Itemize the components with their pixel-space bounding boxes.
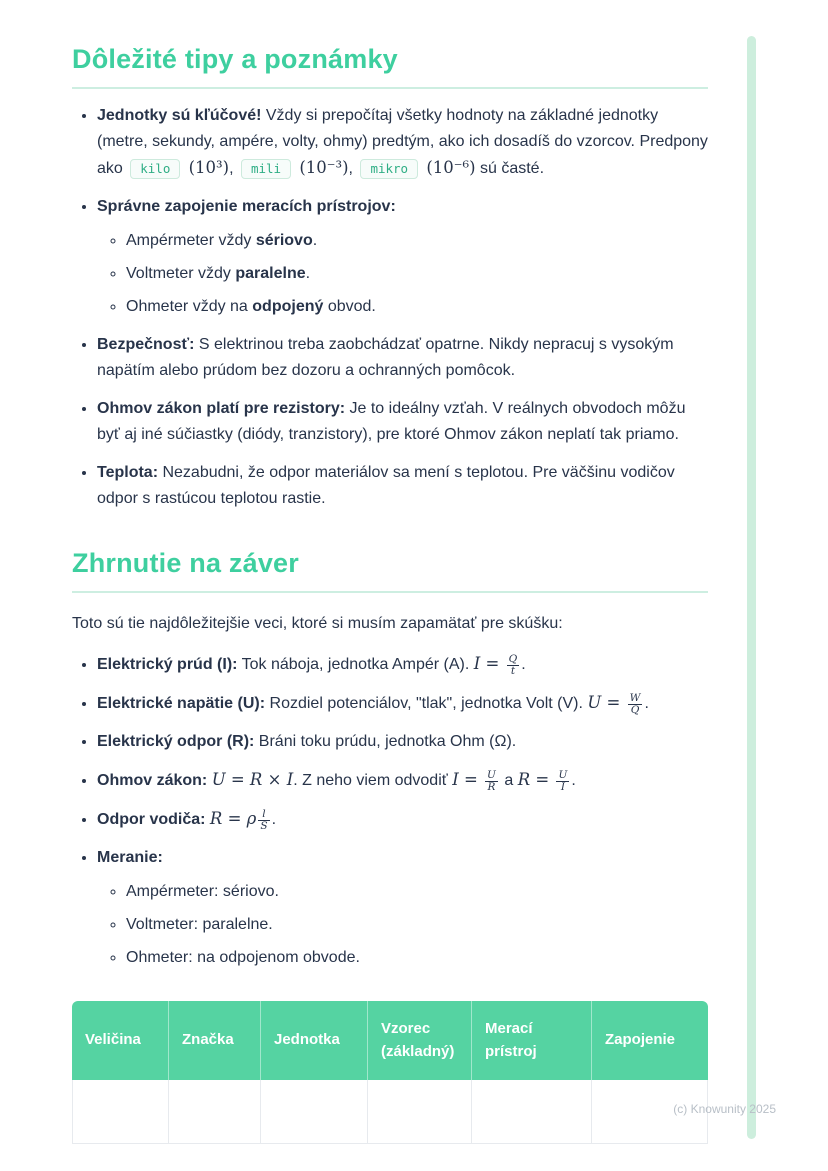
text-segment: , xyxy=(229,160,238,177)
inline-code: mikro xyxy=(360,159,418,179)
text-segment: . xyxy=(271,811,277,828)
table-header-cell: Veličina xyxy=(72,1001,169,1080)
table-body xyxy=(72,1080,708,1144)
text-segment: (10⁻⁶) xyxy=(421,158,476,177)
text-segment: , xyxy=(348,160,358,177)
text-segment: . xyxy=(312,232,318,249)
math-fraction: $\frac{Q}{t}$ xyxy=(508,652,518,677)
text-segment: (10⁻³) xyxy=(294,158,349,177)
math-fraction: $\frac{W}{Q}$ xyxy=(629,691,641,716)
bold-text: Jednotky sú kľúčové! xyxy=(97,107,262,124)
scrollbar-thumb[interactable] xyxy=(747,36,756,1139)
bold-text: Bezpečnosť: xyxy=(97,336,195,353)
sections xyxy=(72,44,708,971)
math-fraction: $\frac{U}{R}$ xyxy=(487,768,496,793)
table-cell xyxy=(368,1080,472,1144)
text-segment: a xyxy=(499,772,518,789)
bold-text: Elektrické napätie (U): xyxy=(97,695,266,712)
bold-text: Teplota: xyxy=(97,464,159,481)
bold-text: Ohmov zákon: xyxy=(97,772,212,789)
table-header-cell: Zapojenie xyxy=(592,1001,708,1080)
text-segment: . xyxy=(521,656,526,673)
list-item xyxy=(97,332,708,384)
section-title: Zhrnutie na záver xyxy=(72,548,708,593)
content xyxy=(72,44,708,1144)
text-segment: Ampérmeter vždy xyxy=(126,232,256,249)
section-title: Dôležité tipy a poznámky xyxy=(72,44,708,89)
text-segment: = xyxy=(225,770,250,789)
table-row xyxy=(72,1080,708,1144)
inline-code: mili xyxy=(241,159,291,179)
list-item xyxy=(97,729,708,755)
sub-list-item xyxy=(126,912,708,938)
text-segment: . xyxy=(571,772,576,789)
math-fraction: $\frac{U}{I}$ xyxy=(558,768,568,793)
sub-list-item xyxy=(126,945,708,971)
text-segment: . xyxy=(644,695,649,712)
bullet-list xyxy=(72,103,708,512)
text-segment: U xyxy=(587,693,602,712)
text-segment: I xyxy=(473,654,481,673)
sub-list-item xyxy=(126,294,708,320)
text-segment: Je to ideálny vzťah. V reálnych obvodoch môžu byť aj iné súčiastky (diódy, tranzistory), pre ktoré Ohmov zákon neplatí tak priamo. xyxy=(97,400,686,443)
table-cell xyxy=(72,1080,169,1144)
section xyxy=(72,548,708,971)
list-item xyxy=(97,845,708,971)
text-segment: U xyxy=(211,770,226,789)
text-segment: = xyxy=(480,654,505,673)
text-segment: ρ xyxy=(246,809,257,828)
text-segment: . xyxy=(305,265,311,282)
table-header-cell: Vzorec (základný) xyxy=(368,1001,472,1080)
text-segment: Ohmeter vždy na xyxy=(126,298,253,315)
text-segment: R xyxy=(209,809,223,828)
bold-text: Správne zapojenie meracích prístrojov: xyxy=(97,198,396,215)
bold-text: odpojený xyxy=(252,298,324,315)
text-segment: Voltmeter vždy xyxy=(126,265,236,282)
table-cell xyxy=(472,1080,592,1144)
text-segment: × xyxy=(262,770,287,789)
section xyxy=(72,44,708,512)
text-segment: (10³) xyxy=(183,158,230,177)
table-cell xyxy=(169,1080,261,1144)
text-segment: Ampérmeter: sériovo. xyxy=(126,883,279,900)
text-segment: sú časté. xyxy=(475,160,545,177)
table-header-row xyxy=(72,1001,708,1080)
text-segment: Vždy si prepočítaj všetky hodnoty na základné jednotky (metre, sekundy, ampére, volty, ohmy) predtým, ako ich dosadíš do vzorcov. Predpony ako xyxy=(97,107,708,177)
bold-text: Elektrický prúd (I): xyxy=(97,656,238,673)
table-cell xyxy=(261,1080,368,1144)
text-segment: Nezabudni, že odpor materiálov sa mení s teplotou. Pre väčšinu vodičov odpor s rastúcou teplotou rastie. xyxy=(97,464,675,507)
bold-text: paralelne xyxy=(235,265,306,282)
table-header-cell: Merací prístroj xyxy=(472,1001,592,1080)
bold-text: Odpor vodiča: xyxy=(97,811,210,828)
table-head xyxy=(72,1001,708,1080)
text-segment: R xyxy=(517,770,531,789)
bold-text: sériovo xyxy=(255,232,313,249)
list-item xyxy=(97,103,708,182)
sub-list-item xyxy=(126,261,708,287)
sub-list-item xyxy=(126,879,708,905)
bullet-list xyxy=(72,651,708,971)
list-item xyxy=(97,194,708,320)
list-item xyxy=(97,806,708,833)
text-segment: I xyxy=(452,770,459,789)
sub-bullet-list xyxy=(97,879,708,971)
list-item xyxy=(97,460,708,512)
bold-text: Ohmov zákon platí pre rezistory: xyxy=(97,400,346,417)
list-item xyxy=(97,767,708,794)
text-segment: Rozdiel potenciálov, "tlak", jednotka Volt (V). xyxy=(265,695,588,712)
intro-paragraph: Toto sú tie najdôležitejšie veci, ktoré si musím zapamätať pre skúšku: xyxy=(72,615,563,632)
text-segment: obvod. xyxy=(323,298,376,315)
sub-bullet-list xyxy=(97,228,708,320)
list-item xyxy=(97,396,708,448)
text-segment: = xyxy=(530,770,555,789)
text-segment: Ohmeter: na odpojenom obvode. xyxy=(126,949,360,966)
table-header-cell: Značka xyxy=(169,1001,261,1080)
text-segment: . Z neho viem odvodiť xyxy=(293,772,453,789)
list-item xyxy=(97,651,708,678)
text-segment: I xyxy=(286,770,294,789)
copyright: (c) Knowunity 2025 xyxy=(673,1102,776,1116)
inline-code: kilo xyxy=(130,159,180,179)
text-segment: Tok náboja, jednotka Ampér (A). xyxy=(237,656,474,673)
bold-text: Meranie: xyxy=(97,849,163,866)
math-fraction: $\frac{l}{S}$ xyxy=(260,807,268,832)
text-segment: = xyxy=(458,770,484,789)
text-segment: = xyxy=(222,809,247,828)
text-segment: S elektrinou treba zaobchádzať opatrne. Nikdy nepracuj s vysokým napätím alebo prúdom bez dozoru a ochranných pomôcok. xyxy=(97,336,674,379)
text-segment: R xyxy=(249,770,263,789)
text-segment: Voltmeter: paralelne. xyxy=(126,916,273,933)
summary-table xyxy=(72,1001,708,1144)
list-item xyxy=(97,690,708,717)
sub-list-item xyxy=(126,228,708,254)
text-segment: Bráni toku prúdu, jednotka Ohm (Ω). xyxy=(254,733,517,750)
text-segment: = xyxy=(601,693,626,712)
table-header-cell: Jednotka xyxy=(261,1001,368,1080)
bold-text: Elektrický odpor (R): xyxy=(97,733,255,750)
